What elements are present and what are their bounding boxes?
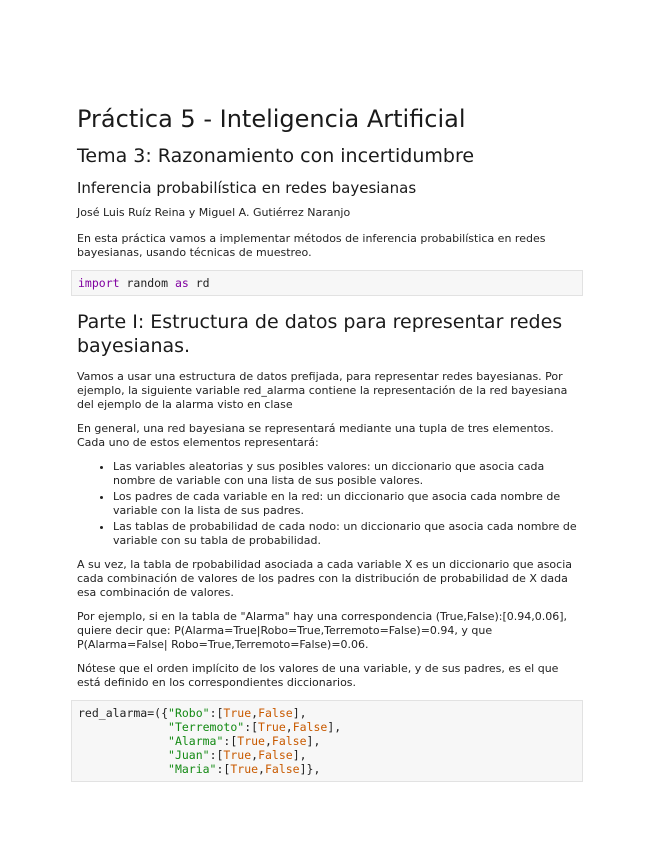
module-name: random (119, 276, 175, 290)
code-punct: , (251, 748, 259, 762)
code-true: True (230, 762, 259, 776)
code-punct: ], (327, 720, 342, 734)
code-string: "Maria" (168, 762, 217, 776)
section-heading-parte-1: Parte I: Estructura de datos para representar redes bayesianas. (77, 311, 563, 357)
code-punct: :[ (209, 748, 224, 762)
paragraph-3: A su vez, la tabla de rpobabilidad asociada a cada variable X es un diccionario que asocia cada combinación de valores de los padres con la distribución de probabilidad de X dada esa combinación de valores. (77, 558, 572, 599)
code-punct: ], (306, 734, 321, 748)
code-true: True (258, 720, 286, 734)
code-indent (78, 720, 168, 734)
paragraph-5: Nótese que el orden implícito de los valores de una variable, y de sus padres, es el que está definido en los correspondientes diccionarios. (77, 662, 559, 689)
code-punct: :[ (244, 720, 259, 734)
code-punct: , (251, 706, 259, 720)
code-string: "Terremoto" (168, 720, 245, 734)
intro-paragraph: En esta práctica vamos a implementar métodos de inferencia probabilística en redes bayesianas, usando técnicas de muestreo. (77, 232, 546, 259)
topic-heading: Tema 3: Razonamiento con incertidumbre (77, 145, 475, 167)
module-alias: rd (188, 276, 210, 290)
code-string: "Juan" (168, 748, 210, 762)
list-item: • Las tablas de probabilidad de cada nodo: un diccionario que asocia cada nombre de variable con su tabla de probabilidad. (113, 520, 583, 548)
code-string: "Robo" (168, 706, 210, 720)
keyword-as: as (174, 276, 189, 290)
code-cell-import[interactable] (71, 270, 583, 296)
code-punct: , (285, 720, 293, 734)
code-false: False (258, 748, 293, 762)
code-true: True (237, 734, 265, 748)
code-indent (78, 748, 168, 762)
code-punct: ]}, (299, 762, 321, 776)
code-indent (78, 734, 168, 748)
code-true: True (223, 748, 252, 762)
code-punct: , (258, 762, 265, 776)
code-punct: , (264, 734, 272, 748)
code-true: True (223, 706, 252, 720)
elements-list (77, 460, 583, 548)
code-string: "Alarma" (168, 734, 224, 748)
list-item: • Las variables aleatorias y sus posibles valores: un diccionario que asocia cada nombre de variable con una lista de sus posible valores. (113, 460, 583, 488)
keyword-import: import (78, 276, 120, 290)
code-punct: ], (292, 706, 307, 720)
code-cell-red-alarma[interactable] (71, 700, 583, 782)
code-false: False (258, 706, 293, 720)
code-punct: :[ (209, 706, 224, 720)
code-indent (78, 762, 168, 776)
subtitle-heading: Inferencia probabilística en redes bayesianas (77, 179, 417, 197)
page-title: Práctica 5 - Inteligencia Artificial (77, 105, 466, 133)
code-false: False (264, 762, 300, 776)
code-false: False (271, 734, 307, 748)
code-punct: ], (292, 748, 307, 762)
paragraph-2: En general, una red bayesiana se representará mediante una tupla de tres elementos. Cada uno de estos elementos representará: (77, 422, 554, 449)
code-false: False (292, 720, 328, 734)
paragraph-1: Vamos a usar una estructura de datos prefijada, para representar redes bayesianas. Por ejemplo, la siguiente variable red_alarma contiene la representación de la red bayesiana del ejemplo de la alarma visto en clase (77, 370, 568, 411)
code-punct: :[ (216, 762, 231, 776)
authors-line: José Luis Ruíz Reina y Miguel A. Gutiérrez Naranjo (77, 206, 351, 219)
list-item: • Los padres de cada variable en la red: un diccionario que asocia cada nombre de variable con la lista de sus padres. (113, 490, 583, 518)
code-var: red_alarma=({ (78, 706, 169, 720)
paragraph-4: Por ejemplo, si en la tabla de "Alarma" hay una correspondencia (True,False):[0.94,0.06], quiere decir que: P(Alarma=True|Robo=True,Terremoto=False)=0.94, y que P(Alarma=False| Robo=True,Terremoto=False)=0.06. (77, 610, 568, 651)
code-punct: :[ (223, 734, 238, 748)
